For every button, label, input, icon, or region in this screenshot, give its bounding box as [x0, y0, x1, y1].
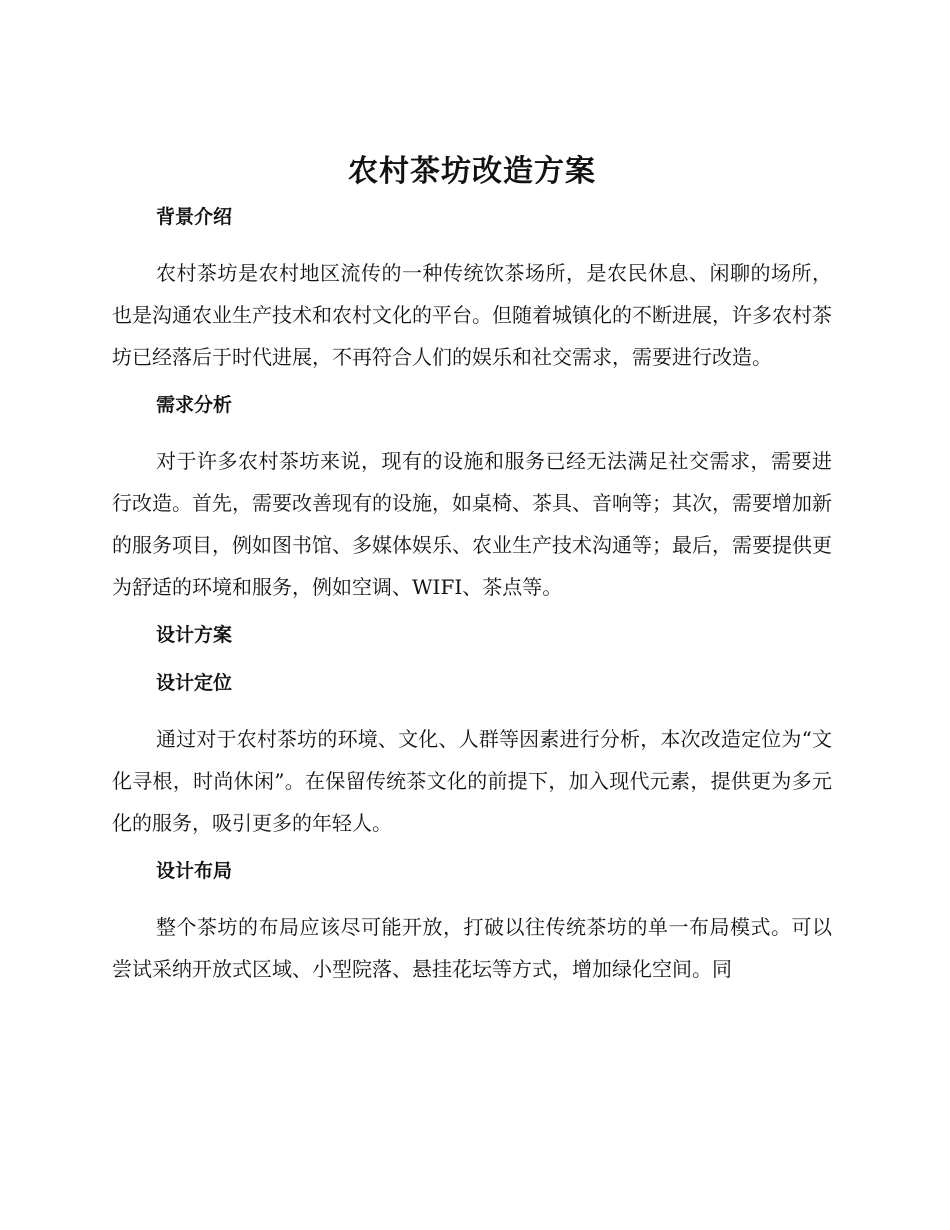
section-design-positioning [112, 670, 832, 844]
section-paragraph: 农村茶坊是农村地区流传的一种传统饮茶场所，是农民休息、闲聊的场所，也是沟通农业生产技术和农村文化的平台。但随着城镇化的不断进展，许多农村茶坊已经落后于时代进展，不再符合人们的娱乐和社交需求，需要进行改造。 [112, 261, 832, 369]
section-design-layout [112, 858, 832, 990]
document-page [112, 150, 832, 1004]
section-heading: 设计定位 [156, 672, 233, 694]
section-heading: 设计布局 [156, 860, 233, 882]
section-paragraph: 通过对于农村茶坊的环境、文化、人群等因素进行分析，本次改造定位为“文化寻根，时尚休闲”。在保留传统茶文化的前提下，加入现代元素，提供更为多元化的服务，吸引更多的年轻人。 [112, 727, 832, 835]
section-requirements [112, 392, 832, 608]
section-heading: 需求分析 [156, 394, 233, 416]
section-paragraph: 对于许多农村茶坊来说，现有的设施和服务已经无法满足社交需求，需要进行改造。首先，需要改善现有的设施，如桌椅、茶具、音响等；其次，需要增加新的服务项目，例如图书馆、多媒体娱乐、农业生产技术沟通等；最后，需要提供更为舒适的环境和服务，例如空调、WIFI、茶点等。 [112, 449, 832, 599]
section-heading: 设计方案 [156, 624, 233, 646]
section-background [112, 204, 832, 378]
section-heading: 背景介绍 [156, 206, 233, 228]
document-title: 农村茶坊改造方案 [348, 154, 596, 189]
section-paragraph: 整个茶坊的布局应该尽可能开放，打破以往传统茶坊的单一布局模式。可以尝试采纳开放式区域、小型院落、悬挂花坛等方式，增加绿化空间。同 [112, 915, 832, 981]
section-design-plan [112, 622, 832, 648]
